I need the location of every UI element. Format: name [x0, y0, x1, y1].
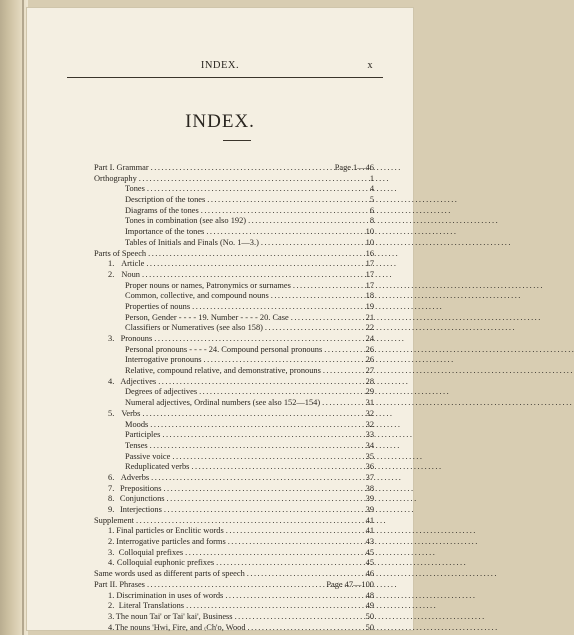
entry-label: Numeral adjectives, Ordinal numbers (see also 152—154) [125, 398, 321, 408]
entry-page: 50 [365, 611, 374, 621]
entry-page: 16 [365, 248, 374, 258]
entry-label: Tones in combination (see also 192) [125, 216, 247, 226]
entry-page: 49 [365, 601, 374, 611]
entry-page: 32 [365, 419, 374, 429]
leader-dots [162, 430, 363, 441]
entry-page: Page 1—46 [334, 163, 374, 172]
index-entry [94, 558, 374, 569]
entry-label: Same words used as different parts of speech [94, 569, 245, 579]
index-entry [94, 291, 374, 302]
entry-page: 27 [365, 366, 374, 376]
entry-label: Interjections [120, 505, 162, 514]
leader-dots [324, 345, 363, 356]
entry-page: 39 [365, 505, 374, 514]
entry-label: Reduplicated verbs [125, 462, 190, 472]
entry-page: 8 [369, 216, 374, 226]
entry-page: 31 [365, 398, 374, 408]
entry-number: 1. [108, 590, 115, 600]
entry-number: 3. [108, 334, 115, 343]
entry-number: 3. [108, 611, 115, 621]
index-entry [94, 601, 374, 612]
entry-label: Tenses [125, 440, 148, 450]
entry-page: 48 [365, 590, 374, 600]
entry-label: Moods [125, 419, 149, 429]
leader-dots [136, 516, 364, 527]
entry-label: Parts of Speech [94, 248, 147, 258]
entry-label: Interrogative particles and forms [116, 537, 226, 547]
entry-number: 1. [108, 526, 115, 536]
index-entry [94, 420, 374, 431]
leader-dots [322, 398, 363, 409]
entry-label: Colloquial prefixes [118, 547, 184, 557]
index-entry [94, 452, 374, 463]
leader-dots [323, 366, 364, 377]
index-entry [94, 441, 374, 452]
index-entry [94, 473, 374, 484]
entry-page: 37 [365, 472, 374, 482]
leader-dots [261, 238, 364, 249]
entry-label: Literal Translations [118, 601, 185, 611]
entry-label: Prepositions [120, 483, 162, 493]
leader-dots [226, 526, 364, 537]
entry-page: 32 [365, 408, 374, 418]
entry-label: Adverbs [120, 472, 150, 482]
page-title: INDEX. [185, 111, 255, 132]
index-entry [94, 430, 374, 441]
entry-number: 9. [108, 505, 115, 514]
leader-dots [204, 355, 364, 366]
entry-label: Relative, compound relative, and demonstrative, pronouns [125, 366, 321, 376]
entry-page: 4 [369, 184, 374, 194]
entry-page: 29 [365, 387, 374, 397]
index-entry [94, 366, 374, 377]
entry-label: Importance of the tones [125, 227, 205, 237]
leader-dots [167, 494, 364, 505]
leader-dots [228, 537, 364, 548]
index-entry [94, 505, 374, 516]
entry-label: Participles [125, 430, 161, 440]
entry-page: 45 [365, 547, 374, 557]
entry-number: 1. [108, 259, 115, 269]
entry-page: 39 [365, 494, 374, 504]
leader-dots [291, 313, 364, 324]
leader-dots [216, 558, 364, 569]
entry-page: 19 [365, 301, 374, 311]
leader-dots [172, 452, 363, 463]
entry-page: 41 [365, 526, 374, 536]
index-entry [94, 313, 374, 324]
folio: x [367, 60, 373, 71]
index-entry [94, 494, 374, 505]
leader-dots [225, 591, 363, 602]
leader-dots [248, 623, 364, 634]
entry-number: 4. [108, 622, 115, 632]
entry-label: Degrees of adjectives [125, 387, 198, 397]
entry-label: Noun [121, 269, 140, 279]
index-entry [94, 259, 374, 270]
entry-label: Tables of Initials and Finals (No. 1—3.) [125, 237, 259, 247]
entry-page: 5 [369, 195, 374, 205]
entry-label: Orthography [94, 173, 137, 183]
entry-page: 45 [365, 558, 374, 568]
leader-dots [265, 323, 364, 334]
index-entry [94, 345, 374, 356]
entry-page: 50 [365, 622, 374, 632]
leader-dots [154, 334, 363, 345]
leader-dots [148, 249, 364, 260]
entry-page: 38 [365, 483, 374, 493]
index-entry [94, 409, 374, 420]
index-entry [94, 302, 374, 313]
leader-dots [247, 569, 364, 580]
index-entry [94, 281, 374, 292]
entry-label: Conjunctions [119, 494, 165, 504]
entry-label: Interrogative pronouns [125, 355, 202, 365]
entry-page: 34 [365, 440, 374, 450]
entry-label: Discrimination in uses of words [116, 590, 224, 600]
leader-dots [147, 580, 324, 591]
entry-page: 46 [365, 569, 374, 579]
entry-label: Classifiers or Numeratives (see also 158) [125, 323, 263, 333]
leader-dots [150, 441, 364, 452]
index-entry [94, 334, 374, 345]
entry-label: Proper nouns or names, Patronymics or surnames [125, 280, 291, 290]
entry-label: Common, collective, and compound nouns [125, 291, 269, 301]
entry-page: 21 [365, 312, 374, 322]
index-entry [94, 462, 374, 473]
leader-dots [142, 270, 364, 281]
leader-dots [164, 505, 364, 516]
index-entry [94, 195, 374, 206]
index-entry [94, 174, 374, 185]
running-head [27, 60, 413, 71]
index-entry [94, 216, 374, 227]
index-entry [94, 516, 374, 527]
leader-dots [192, 302, 363, 313]
entry-label: Final particles or Enclitic words [116, 526, 224, 536]
entry-label: Pronouns [120, 334, 153, 343]
entry-label: Supplement [94, 515, 135, 525]
index-entry [94, 526, 374, 537]
leader-dots [163, 484, 363, 495]
index-entry [94, 355, 374, 366]
entry-page: 6 [369, 205, 374, 215]
index-entry [94, 163, 374, 174]
entry-number: 2. [108, 537, 115, 547]
entry-number: 3. [108, 547, 115, 557]
book-page [27, 8, 413, 630]
spine-shadow [22, 0, 24, 635]
leader-dots [271, 291, 364, 302]
leader-dots [146, 259, 363, 270]
entry-page: 24 [365, 334, 374, 343]
leader-dots [142, 409, 363, 420]
leader-dots [151, 473, 363, 484]
leader-dots [185, 548, 363, 559]
leader-dots [199, 387, 364, 398]
entry-label: Properties of nouns [125, 301, 191, 311]
entry-number: 4. [108, 376, 115, 386]
entry-number: 2. [108, 269, 115, 279]
leader-dots [248, 216, 364, 227]
index-entry [94, 537, 374, 548]
entry-label: Article [121, 259, 145, 269]
entry-page: 1 [369, 173, 374, 183]
leader-dots [207, 195, 364, 206]
entry-label: Person, Gender - - - - 19. Number - - - - 20. Case [125, 312, 289, 322]
entry-page: 18 [365, 291, 374, 301]
entry-label: Diagrams of the tones [125, 205, 199, 215]
leader-dots [139, 174, 364, 185]
entry-page: 36 [365, 462, 374, 472]
index-entry [94, 484, 374, 495]
title-rule [223, 140, 251, 141]
entry-page: 41 [365, 515, 374, 525]
entry-label: The noun Tai' or Tai' kai', Business [115, 611, 233, 621]
entry-number: 6. [108, 472, 115, 482]
entry-page: 35 [365, 451, 374, 461]
entry-number: 2. [108, 601, 115, 611]
leader-dots [147, 184, 364, 195]
leader-dots [201, 206, 364, 217]
index-entry [94, 323, 374, 334]
entry-page: 26 [365, 344, 374, 354]
entry-label: Colloquial euphonic prefixes [116, 558, 215, 568]
index-entry [94, 270, 374, 281]
leader-dots [158, 377, 363, 388]
running-head-title: INDEX. [200, 60, 240, 71]
entry-number: 4. [108, 558, 115, 568]
entry-page: Page 47—100 [326, 579, 374, 589]
entry-number: 8. [108, 494, 115, 504]
entry-number: 5. [108, 408, 115, 418]
entry-number: 7. [108, 483, 115, 493]
entry-page: 28 [365, 376, 374, 386]
entry-page: 22 [365, 323, 374, 333]
index-entry [94, 184, 374, 195]
entry-label: Description of the tones [125, 195, 206, 205]
entry-label: Adjectives [120, 376, 157, 386]
entry-page: 33 [365, 430, 374, 440]
index-entry [94, 227, 374, 238]
entry-page: 10 [365, 237, 374, 247]
entry-label: Part I. Grammar [94, 163, 149, 172]
leader-dots [235, 612, 364, 623]
index-entry [94, 580, 374, 591]
leader-dots [151, 163, 333, 174]
entry-page: 43 [365, 537, 374, 547]
entry-page: 10 [365, 227, 374, 237]
index-entry [94, 398, 374, 409]
entry-page: 17 [365, 269, 374, 279]
entry-label: Passive voice [125, 451, 171, 461]
leader-dots [150, 420, 363, 431]
entry-page: 17 [365, 280, 374, 290]
entry-page: 17 [365, 259, 374, 269]
leader-dots [293, 281, 364, 292]
index-entry [94, 387, 374, 398]
index-list [94, 163, 374, 633]
index-entry [94, 623, 374, 634]
entry-label: Tones [125, 184, 145, 194]
head-rule [67, 77, 383, 78]
index-entry [94, 591, 374, 602]
index-entry [94, 612, 374, 623]
index-entry [94, 377, 374, 388]
leader-dots [191, 462, 363, 473]
entry-label: The nouns 'Hwi, Fire, and ₍Ch'o, Wood [114, 622, 246, 632]
index-entry [94, 249, 374, 260]
entry-label: Verbs [121, 408, 141, 418]
index-entry [94, 206, 374, 217]
leader-dots [186, 601, 364, 612]
index-entry [94, 569, 374, 580]
leader-dots [206, 227, 363, 238]
entry-page: 26 [365, 355, 374, 365]
index-entry [94, 548, 374, 559]
entry-label: Personal pronouns - - - - 24. Compound personal pronouns [125, 344, 323, 354]
index-entry [94, 238, 374, 249]
entry-label: Part II. Phrases [94, 579, 145, 589]
